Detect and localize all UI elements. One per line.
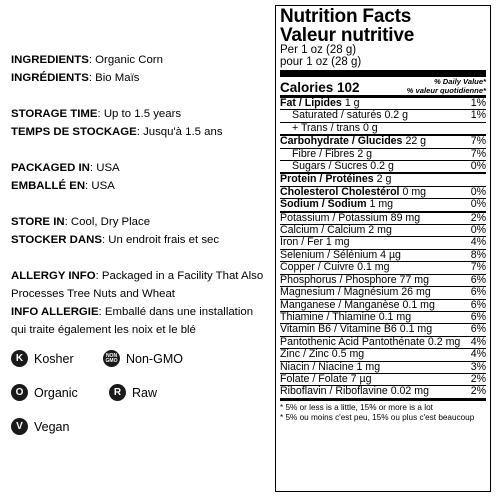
dv-header-en: % Daily Value* [433, 77, 486, 86]
calories-label: Calories 102 [280, 80, 360, 95]
nutrient-row [280, 109, 486, 121]
nutrient-percent: 0% [470, 160, 486, 173]
nutrient-percent: 7% [470, 261, 486, 274]
nutrient-percent: 2% [470, 385, 486, 398]
nutrient-label: Fat / Lipides [280, 97, 342, 109]
nutrient-label: Pantothenic Acid Pantothénate [280, 335, 425, 348]
nutrient-amount: 0.2 mg [427, 335, 461, 348]
packaged-block [11, 159, 269, 195]
nutrient-amount: 0 mg [402, 185, 427, 198]
packaged-line: PACKAGED IN: USA [11, 162, 120, 174]
nutrient-percent: 4% [470, 335, 486, 348]
nutrient-percent: 6% [470, 310, 486, 323]
ingredients-fr-line: INGRÉDIENTS: Bio Maïs [11, 72, 140, 84]
nutrient-row [280, 160, 486, 172]
nutrient-label: Niacin / Niacine 1 mg [280, 360, 381, 373]
kosher-badge [11, 350, 74, 367]
daily-value-header [407, 78, 486, 95]
nutrient-label: Protein / Protéines [280, 173, 374, 186]
nutrient-label: Manganese / Manganèse 0.1 mg [280, 298, 435, 311]
ingredients-block [11, 51, 269, 87]
nutrient-label: Carbohydrate / Glucides [280, 135, 403, 148]
nutrient-label: Zinc / Zinc 0.5 mg [280, 348, 365, 361]
nongmo-label: Non-GMO [126, 351, 183, 366]
nutrient-row [280, 211, 486, 224]
nutrient-label: Cholesterol Cholestérol [280, 185, 400, 198]
nutrient-row [280, 299, 486, 311]
serving-size-fr: pour 1 oz (28 g) [280, 56, 362, 68]
nutrient-percent: 2% [470, 211, 486, 224]
organic-label: Organic [34, 385, 78, 400]
nutrient-row [280, 198, 486, 210]
nutrient-amount: 2 g [376, 173, 392, 186]
nutrient-label: Copper / Cuivre 0.1 mg [280, 261, 390, 274]
nutrient-percent: 0% [470, 224, 486, 237]
nutrient-row [280, 385, 486, 397]
nutrient-label: Fibre / Fibres 2 g [292, 147, 373, 160]
nutrient-percent: 7% [470, 147, 486, 160]
nutrient-amount: 1 mg [369, 198, 394, 211]
storage-block [11, 105, 269, 141]
nutrient-label: Sugars / Sucres 0.2 g [292, 160, 394, 173]
nutrient-percent: 6% [470, 298, 486, 311]
nutrient-row [280, 98, 486, 109]
nutrient-percent: 0% [470, 185, 486, 198]
organic-icon: O [11, 384, 28, 401]
kosher-icon: K [11, 350, 28, 367]
nutrient-percent: 7% [470, 135, 486, 148]
store-block [11, 213, 269, 249]
footnote-en: * 5% or less is a little, 15% or more is a lot [280, 402, 433, 412]
nutrient-percent: 1% [470, 97, 486, 109]
organic-badge [11, 384, 78, 401]
nutrient-amount: 1 g [344, 97, 360, 109]
nutrient-percent: 3% [470, 360, 486, 373]
allergy-block [11, 267, 269, 339]
vegan-icon: V [11, 418, 28, 435]
nutrient-percent: 6% [470, 323, 486, 336]
store-line: STORE IN: Cool, Dry Place [11, 216, 151, 228]
nutrient-row [280, 148, 486, 160]
raw-badge [109, 384, 157, 401]
nutrient-label: Iron / Fer 1 mg [280, 236, 350, 249]
nutrient-row [280, 361, 486, 373]
nutrient-row [280, 224, 486, 236]
non-gmo-icon: NON GMO [103, 350, 120, 367]
nutrient-label: Folate / Folate 7 µg [280, 372, 372, 385]
storage-fr-line: TEMPS DE STOCKAGE: Jusqu'à 1.5 ans [11, 126, 223, 138]
nutrient-label: Selenium / Sélénium 4 µg [280, 248, 401, 261]
nutrient-percent: 4% [470, 348, 486, 361]
footnote [280, 403, 486, 423]
product-info [11, 51, 269, 357]
nutrient-row [280, 323, 486, 335]
nutrient-row [280, 134, 486, 147]
ingredients-line: INGREDIENTS: Organic Corn [11, 54, 163, 66]
nutrient-row [280, 311, 486, 323]
nutrient-label: Riboflavin / Riboflavine 0.02 mg [280, 385, 429, 398]
packaged-fr-line: EMBALLÉ EN: USA [11, 180, 115, 192]
nutrient-row [280, 348, 486, 360]
footnote-fr: * 5% ou moins c'est peu, 15% ou plus c'est beaucoup [280, 412, 475, 422]
nutrient-label: Thiamine / Thiamine 0.1 mg [280, 310, 412, 323]
nutrient-row [280, 261, 486, 273]
nutrient-amount: 22 g [405, 135, 427, 148]
kosher-label: Kosher [34, 351, 74, 366]
serving-size: Per 1 oz (28 g) [280, 44, 357, 56]
storage-line: STORAGE TIME: Up to 1.5 years [11, 108, 182, 120]
nutrient-label: Phosphorus / Phosphore 77 mg [280, 273, 429, 286]
nutrient-percent: 0% [470, 198, 486, 211]
nutrient-percent: 2% [470, 372, 486, 385]
nutrient-row [280, 236, 486, 248]
nutrient-rows [280, 98, 486, 398]
calories-row [280, 78, 486, 95]
nutrient-label: Vitamin B6 / Vitamine B6 0.1 mg [280, 323, 433, 336]
nutrient-percent: 6% [470, 273, 486, 286]
nutrient-row [280, 122, 486, 134]
nutrient-percent: 8% [470, 248, 486, 261]
store-fr-line: STOCKER DANS: Un endroit frais et sec [11, 234, 220, 246]
nutrient-row [280, 373, 486, 385]
nongmo-badge [103, 350, 183, 367]
nutrient-label: Magnesium / Magnésium 26 mg [280, 286, 431, 299]
nutrient-percent: 4% [470, 236, 486, 249]
nutrient-row [280, 286, 486, 298]
nutrient-percent: 1% [470, 109, 486, 122]
nutrient-row [280, 172, 486, 185]
allergy-fr-line: INFO ALLERGIE: Emballé dans une installation qui traite également les noix et le blé [11, 306, 254, 336]
raw-icon: R [109, 384, 126, 401]
vegan-label: Vegan [34, 419, 70, 434]
raw-label: Raw [132, 385, 158, 400]
nutrition-facts-panel [275, 5, 491, 492]
nutrient-label: + Trans / trans 0 g [292, 121, 378, 134]
nutrition-title-fr: Valeur nutritive [280, 25, 415, 46]
nutrient-label: Calcium / Calcium 2 mg [280, 224, 392, 237]
dv-header-fr: % valeur quotidienne* [406, 85, 486, 95]
nutrient-label: Sodium / Sodium [280, 198, 367, 211]
divider-thick [280, 70, 486, 77]
divider-bottom [280, 398, 486, 401]
nutrient-row [280, 274, 486, 286]
nutrient-row [280, 186, 486, 198]
nutrient-percent: 6% [470, 286, 486, 299]
nutrient-label: Potassium / Potassium 89 mg [280, 211, 421, 224]
nutrient-label: Saturated / saturés 0.2 g [292, 109, 409, 122]
nutrient-row [280, 336, 486, 348]
nutrient-row [280, 249, 486, 261]
vegan-badge [11, 418, 69, 435]
nutrition-title: Nutrition Facts [280, 6, 412, 27]
allergy-line: ALLERGY INFO: Packaged in a Facility That Also Processes Tree Nuts and Wheat [11, 270, 264, 300]
